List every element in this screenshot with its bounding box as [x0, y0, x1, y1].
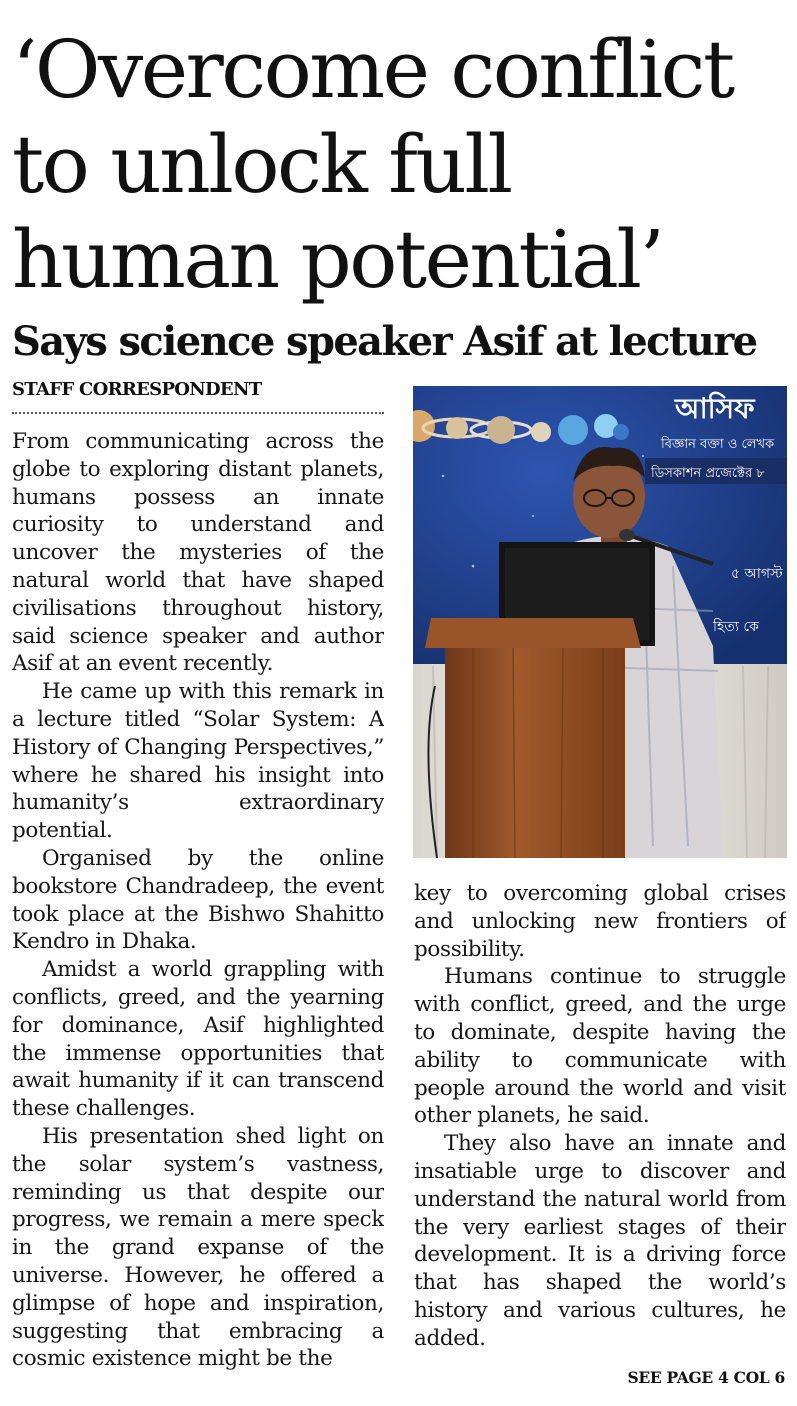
paragraph: key to overcoming global crises and unlocking new frontiers of possibility.	[414, 881, 786, 962]
paragraph: From communicating across the globe to exploring distant planets, humans possess an innate curiosity to understand and uncover the mysteries of the natural world that have shaped civilisations throughout history, said science speaker and author Asif at an event recently.	[12, 429, 384, 677]
headline-line: human potential’	[12, 213, 663, 306]
paragraph: Amidst a world grappling with conflicts, greed, and the yearning for dominance, Asif highlighted the immense opportunities that await humanity if it can transcend these challenges.	[12, 957, 384, 1122]
byline: STAFF CORRESPONDENT	[12, 379, 262, 400]
banner-program: ডিসকাশন প্রজেক্টের ৮	[651, 466, 765, 481]
banner-date: ৫ আগস্ট	[731, 566, 783, 582]
banner-venue: হিত্য কে	[713, 619, 759, 635]
banner-tagline: বিজ্ঞান বক্তা ও লেখক	[661, 437, 775, 452]
headline-line: to unlock full	[12, 118, 511, 211]
continued-jump-line: SEE PAGE 4 COL 6	[627, 1368, 785, 1387]
byline-divider	[12, 412, 384, 414]
event-photo	[413, 386, 787, 858]
paragraph: His presentation shed light on the solar system’s vastness, reminding us that despite our progress, we remain a mere speck in the grand expanse of the universe. However, he offered a glimpse of hope and inspiration, suggesting that embracing a cosmic existence might be the	[12, 1123, 384, 1372]
paragraph: They also have an innate and insatiable urge to discover and understand the natural world from the very earliest stages of their development. It is a driving force that has shaped the world’s history and various cultures, he added.	[414, 1131, 786, 1351]
paragraph: He came up with this remark in a lecture titled “Solar System: A History of Changing Perspectives,” where he shared his insight into humanity’s extraordinary potential.	[12, 679, 384, 844]
article-column-right	[414, 880, 786, 1360]
subheadline: Says science speaker Asif at lecture	[12, 318, 757, 365]
article-column-left	[12, 428, 384, 1378]
headline-line: ‘Overcome conflict	[12, 23, 733, 116]
paragraph: Humans continue to struggle with conflict, greed, and the urge to dominate, despite having the ability to communicate with people around the world and visit other planets, he said.	[414, 964, 786, 1129]
paragraph: Organised by the online bookstore Chandradeep, the event took place at the Bishwo Shahitto Kendro in Dhaka.	[12, 845, 384, 955]
headline	[12, 22, 792, 307]
banner-name: আসিফ	[675, 392, 755, 425]
